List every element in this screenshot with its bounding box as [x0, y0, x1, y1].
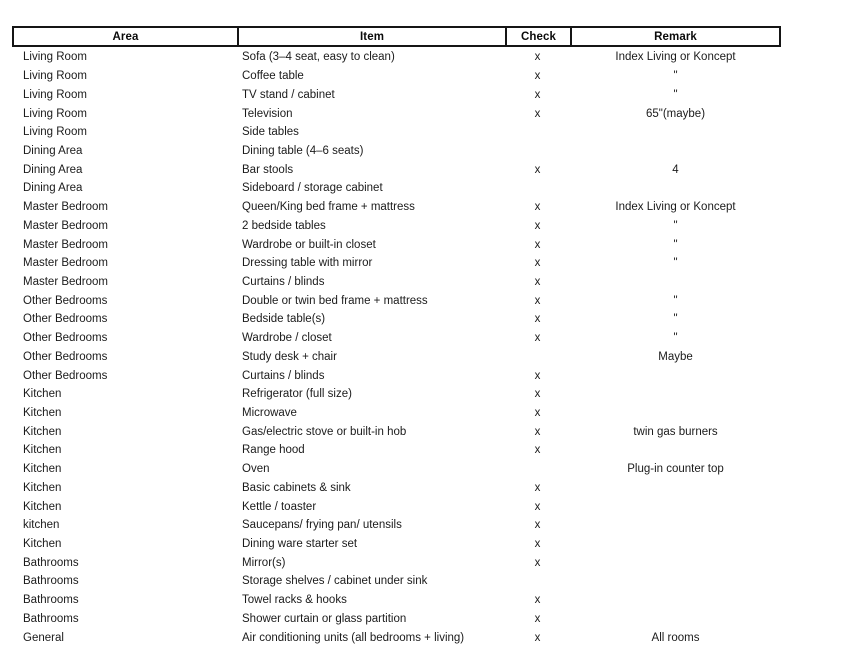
remark-cell: "	[673, 88, 678, 101]
table-row	[12, 385, 781, 404]
item-cell: Wardrobe or built-in closet	[242, 238, 376, 251]
check-cell: x	[534, 594, 541, 607]
remark-cell: Index Living or Koncept	[615, 201, 736, 214]
remark-cell: "	[673, 313, 678, 326]
remark-cell: "	[673, 219, 678, 232]
table-row	[12, 160, 781, 179]
area-cell: Bathrooms	[23, 556, 79, 569]
item-cell: Refrigerator (full size)	[242, 388, 352, 401]
area-cell: Other Bedrooms	[23, 332, 108, 345]
check-cell: x	[534, 294, 541, 307]
check-cell: x	[534, 388, 541, 401]
item-cell: Gas/electric stove or built-in hob	[242, 425, 407, 438]
area-cell: Other Bedrooms	[23, 369, 108, 382]
area-cell: Dining Area	[23, 182, 83, 195]
area-cell: Bathrooms	[23, 575, 79, 588]
item-cell: Towel racks & hooks	[242, 594, 347, 607]
area-cell: Bathrooms	[23, 612, 79, 625]
area-cell: Living Room	[23, 51, 87, 64]
check-cell: x	[534, 313, 541, 326]
item-cell: Kettle / toaster	[242, 500, 317, 513]
item-cell: Basic cabinets & sink	[242, 481, 351, 494]
area-cell: kitchen	[23, 519, 60, 532]
remark-cell: "	[673, 332, 678, 345]
check-cell: x	[534, 481, 541, 494]
column-header-check: Check	[505, 28, 570, 45]
check-cell: x	[534, 425, 541, 438]
area-cell: Living Room	[23, 107, 87, 120]
remark-cell: "	[673, 257, 678, 270]
table-row	[12, 628, 781, 647]
table-row	[12, 535, 781, 554]
check-cell: x	[534, 500, 541, 513]
check-cell: x	[534, 201, 541, 214]
table-row	[12, 610, 781, 629]
remark-cell: 4	[672, 163, 679, 176]
check-cell: x	[534, 332, 541, 345]
table-row	[12, 497, 781, 516]
column-header-remark: Remark	[570, 28, 781, 45]
table-row	[12, 553, 781, 572]
check-cell: x	[534, 612, 541, 625]
area-cell: Master Bedroom	[23, 238, 109, 251]
item-cell: Microwave	[242, 407, 297, 420]
item-cell: Storage shelves / cabinet under sink	[242, 575, 428, 588]
check-cell: x	[534, 238, 541, 251]
check-cell: x	[534, 556, 541, 569]
area-cell: Master Bedroom	[23, 201, 109, 214]
area-cell: Other Bedrooms	[23, 313, 108, 326]
remark-cell: Maybe	[658, 350, 693, 363]
item-cell: Coffee table	[242, 70, 304, 83]
table-row	[12, 273, 781, 292]
item-cell: Wardrobe / closet	[242, 332, 332, 345]
area-cell: Master Bedroom	[23, 219, 109, 232]
area-cell: Kitchen	[23, 538, 62, 551]
item-cell: Dining table (4–6 seats)	[242, 144, 364, 157]
area-cell: Kitchen	[23, 444, 62, 457]
remark-cell: twin gas burners	[633, 425, 718, 438]
remark-cell: "	[673, 294, 678, 307]
table-row	[12, 85, 781, 104]
table-row	[12, 291, 781, 310]
check-cell: x	[534, 369, 541, 382]
table-row	[12, 48, 781, 67]
check-cell: x	[534, 70, 541, 83]
table-row	[12, 441, 781, 460]
area-cell: Master Bedroom	[23, 257, 109, 270]
table-row	[12, 310, 781, 329]
check-cell: x	[534, 219, 541, 232]
item-cell: Sideboard / storage cabinet	[242, 182, 383, 195]
check-cell: x	[534, 51, 541, 64]
area-cell: Bathrooms	[23, 594, 79, 607]
table-row	[12, 216, 781, 235]
remark-cell: "	[673, 238, 678, 251]
area-cell: Kitchen	[23, 388, 62, 401]
item-cell: Side tables	[242, 126, 299, 139]
area-cell: Dining Area	[23, 163, 83, 176]
item-cell: TV stand / cabinet	[242, 88, 335, 101]
table-row	[12, 179, 781, 198]
table-row	[12, 366, 781, 385]
item-cell: Queen/King bed frame + mattress	[242, 201, 415, 214]
check-cell: x	[534, 107, 541, 120]
item-cell: Shower curtain or glass partition	[242, 612, 407, 625]
item-cell: Sofa (3–4 seat, easy to clean)	[242, 51, 395, 64]
table-row	[12, 516, 781, 535]
table-body	[12, 47, 781, 647]
item-cell: Saucepans/ frying pan/ utensils	[242, 519, 402, 532]
item-cell: Dining ware starter set	[242, 538, 358, 551]
check-cell: x	[534, 163, 541, 176]
table-header-row	[12, 26, 781, 47]
table-row	[12, 422, 781, 441]
area-cell: Master Bedroom	[23, 275, 109, 288]
area-cell: Other Bedrooms	[23, 294, 108, 307]
remark-cell: Index Living or Koncept	[615, 51, 736, 64]
table-row	[12, 254, 781, 273]
table-row	[12, 67, 781, 86]
item-cell: Oven	[242, 463, 270, 476]
item-cell: Range hood	[242, 444, 305, 457]
check-cell: x	[534, 519, 541, 532]
item-cell: Air conditioning units (all bedrooms + living)	[242, 631, 465, 644]
table-row	[12, 123, 781, 142]
table-row	[12, 329, 781, 348]
check-cell: x	[534, 257, 541, 270]
table-row	[12, 142, 781, 161]
item-cell: Curtains / blinds	[242, 275, 325, 288]
item-cell: Double or twin bed frame + mattress	[242, 294, 428, 307]
item-cell: Bedside table(s)	[242, 313, 326, 326]
item-cell: Television	[242, 107, 293, 120]
check-cell: x	[534, 275, 541, 288]
table-row	[12, 198, 781, 217]
column-header-area: Area	[12, 28, 237, 45]
item-cell: Dressing table with mirror	[242, 257, 373, 270]
table-row	[12, 479, 781, 498]
area-cell: Kitchen	[23, 425, 62, 438]
item-cell: 2 bedside tables	[242, 219, 326, 232]
remark-cell: "	[673, 70, 678, 83]
area-cell: Dining Area	[23, 144, 83, 157]
area-cell: Kitchen	[23, 481, 62, 494]
column-header-item: Item	[237, 28, 505, 45]
item-cell: Mirror(s)	[242, 556, 286, 569]
check-cell: x	[534, 444, 541, 457]
remark-cell: All rooms	[651, 631, 700, 644]
check-cell: x	[534, 538, 541, 551]
area-cell: Living Room	[23, 126, 87, 139]
table-row	[12, 591, 781, 610]
area-cell: Kitchen	[23, 463, 62, 476]
check-cell: x	[534, 407, 541, 420]
remark-cell: 65"(maybe)	[645, 107, 706, 120]
area-cell: Living Room	[23, 70, 87, 83]
furnishing-checklist-table	[12, 26, 781, 647]
item-cell: Curtains / blinds	[242, 369, 325, 382]
area-cell: Kitchen	[23, 500, 62, 513]
item-cell: Bar stools	[242, 163, 294, 176]
table-row	[12, 235, 781, 254]
check-cell: x	[534, 631, 541, 644]
remark-cell: Plug-in counter top	[627, 463, 724, 476]
item-cell: Study desk + chair	[242, 350, 337, 363]
area-cell: General	[23, 631, 64, 644]
table-row	[12, 104, 781, 123]
area-cell: Other Bedrooms	[23, 350, 108, 363]
area-cell: Living Room	[23, 88, 87, 101]
table-row	[12, 348, 781, 367]
table-row	[12, 460, 781, 479]
area-cell: Kitchen	[23, 407, 62, 420]
table-row	[12, 572, 781, 591]
table-row	[12, 404, 781, 423]
check-cell: x	[534, 88, 541, 101]
